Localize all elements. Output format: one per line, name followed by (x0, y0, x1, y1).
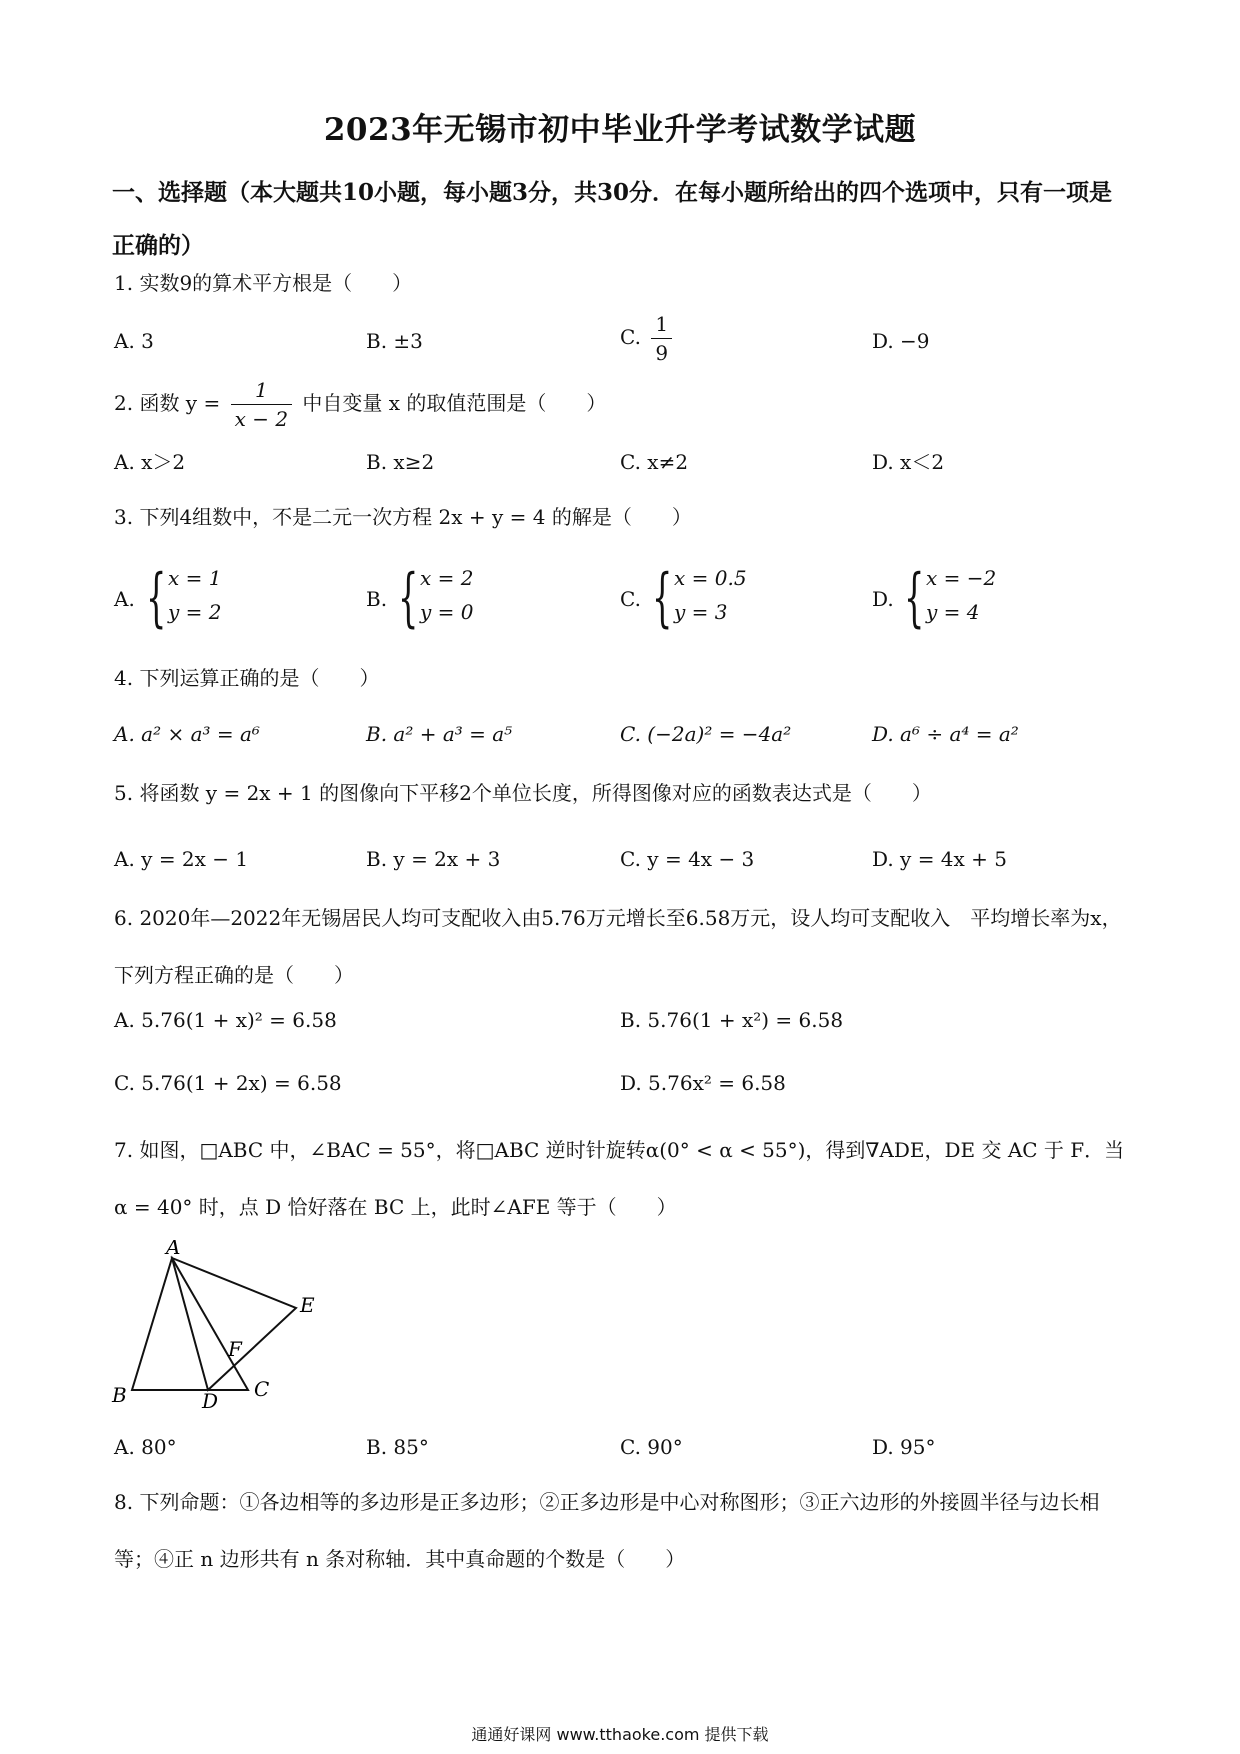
equation-line-1: x = −2 (926, 566, 997, 590)
question-5-stem: 5. 将函数 y = 2x + 1 的图像向下平移2个单位长度，所得图像对应的函数表达式是（ ） (114, 781, 932, 805)
question-6-stem: 6. 2020年—2022年无锡居民人均可支配收入由5.76万元增长至6.58万元，设人均可支配收入 平均增长率为x，下列方程正确的是（ ） (114, 906, 1122, 987)
question-2-option-c[interactable]: C. x≠2 (620, 450, 689, 474)
question-7-option-b[interactable]: B. 85° (366, 1435, 429, 1459)
fraction-numerator: 1 (655, 312, 669, 336)
equation-line-2: y = 3 (674, 600, 728, 624)
question-2-stem-suffix: 中自变量 x 的取值范围是（ ） (302, 391, 607, 415)
question-1-option-b[interactable]: B. ±3 (366, 329, 423, 353)
question-1-stem: 1. 实数9的算术平方根是（ ） (114, 271, 413, 295)
question-3-option-b-label[interactable]: B. (366, 587, 388, 611)
function-fraction (231, 376, 292, 433)
brace-icon: { (398, 561, 419, 635)
question-7-option-d[interactable]: D. 95° (872, 1435, 936, 1459)
question-2-option-a[interactable]: A. x＞2 (114, 450, 186, 474)
question-4-option-a[interactable]: A. a² × a³ = a⁶ (114, 722, 260, 746)
question-7-stem: 7. 如图，□ABC 中，∠BAC = 55°，将□ABC 逆时针旋转α(0° < α < 55°)，得到∇ADE，DE 交 AC 于 F．当 α = 40° 时，点 D 恰好落在 BC 上，此时∠AFE 等于（ ） (114, 1138, 1125, 1219)
page-title: 2023年无锡市初中毕业升学考试数学试题 (323, 112, 917, 148)
equation-line-1: x = 0.5 (674, 566, 747, 590)
question-2-stem-prefix: 2. 函数 y = (114, 391, 221, 415)
question-3-stem: 3. 下列4组数中，不是二元一次方程 2x + y = 4 的解是（ ） (114, 505, 692, 529)
triangle-ade (172, 1258, 296, 1390)
question-2-option-d[interactable]: D. x＜2 (872, 450, 945, 474)
question-4-option-c[interactable]: C. (−2a)² = −4a² (620, 722, 792, 746)
question-2-option-b[interactable]: B. x≥2 (366, 450, 435, 474)
question-1-option-d[interactable]: D. −9 (872, 329, 930, 353)
point-d-label: D (202, 1389, 219, 1410)
point-e-label: E (300, 1293, 315, 1317)
rotation-figure (100, 1240, 360, 1410)
question-6-option-b[interactable]: B. 5.76(1 + x²) = 6.58 (620, 1008, 844, 1032)
question-5-option-d[interactable]: D. y = 4x + 5 (872, 847, 1008, 871)
brace-icon: { (652, 561, 673, 635)
section-heading: 一、选择题（本大题共10小题，每小题3分，共30分．在每小题所给出的四个选项中，只有一项是正确的） (112, 179, 1113, 259)
question-4-stem: 4. 下列运算正确的是（ ） (114, 666, 380, 690)
question-4-option-d[interactable]: D. a⁶ ÷ a⁴ = a² (872, 722, 1019, 746)
fraction-numerator: 1 (254, 378, 268, 402)
brace-icon: { (904, 561, 925, 635)
equation-line-2: y = 4 (926, 600, 980, 624)
question-5-option-b[interactable]: B. y = 2x + 3 (366, 847, 501, 871)
question-3-option-a-label[interactable]: A. (114, 587, 135, 611)
question-1-option-a[interactable]: A. 3 (114, 329, 154, 353)
brace-icon: { (146, 561, 167, 635)
fraction-denominator: 9 (651, 338, 672, 367)
question-1-option-c[interactable] (620, 310, 676, 367)
point-c-label: C (254, 1377, 270, 1401)
question-6-option-a[interactable]: A. 5.76(1 + x)² = 6.58 (114, 1008, 337, 1032)
question-6-option-d[interactable]: D. 5.76x² = 6.58 (620, 1071, 786, 1095)
question-4-option-b[interactable]: B. a² + a³ = a⁵ (366, 722, 513, 746)
equation-line-2: y = 0 (420, 600, 474, 624)
question-5-option-c[interactable]: C. y = 4x − 3 (620, 847, 755, 871)
equation-line-1: x = 2 (420, 566, 474, 590)
question-5-option-a[interactable]: A. y = 2x − 1 (114, 847, 249, 871)
point-b-label: B (112, 1383, 127, 1407)
question-7-option-c[interactable]: C. 90° (620, 1435, 683, 1459)
question-8-stem: 8. 下列命题：①各边相等的多边形是正多边形；②正多边形是中心对称图形；③正六边形的外接圆半径与边长相等；④正 n 边形共有 n 条对称轴．其中真命题的个数是（ ） (114, 1490, 1100, 1571)
page-footer: 通通好课网 www.tthaoke.com 提供下载 (471, 1725, 769, 1744)
question-2-stem (114, 376, 606, 433)
question-6-option-c[interactable]: C. 5.76(1 + 2x) = 6.58 (114, 1071, 342, 1095)
fraction-denominator: x − 2 (231, 404, 292, 433)
equation-line-1: x = 1 (168, 566, 222, 590)
question-3-option-c-label[interactable]: C. (620, 587, 641, 611)
fraction-one-ninth (651, 310, 672, 367)
question-7-option-a[interactable]: A. 80° (114, 1435, 177, 1459)
equation-line-2: y = 2 (168, 600, 222, 624)
point-f-label: F (228, 1337, 242, 1361)
question-3-option-d-label[interactable]: D. (872, 587, 894, 611)
point-a-label: A (166, 1240, 181, 1259)
option-c-label: C. (620, 325, 641, 349)
